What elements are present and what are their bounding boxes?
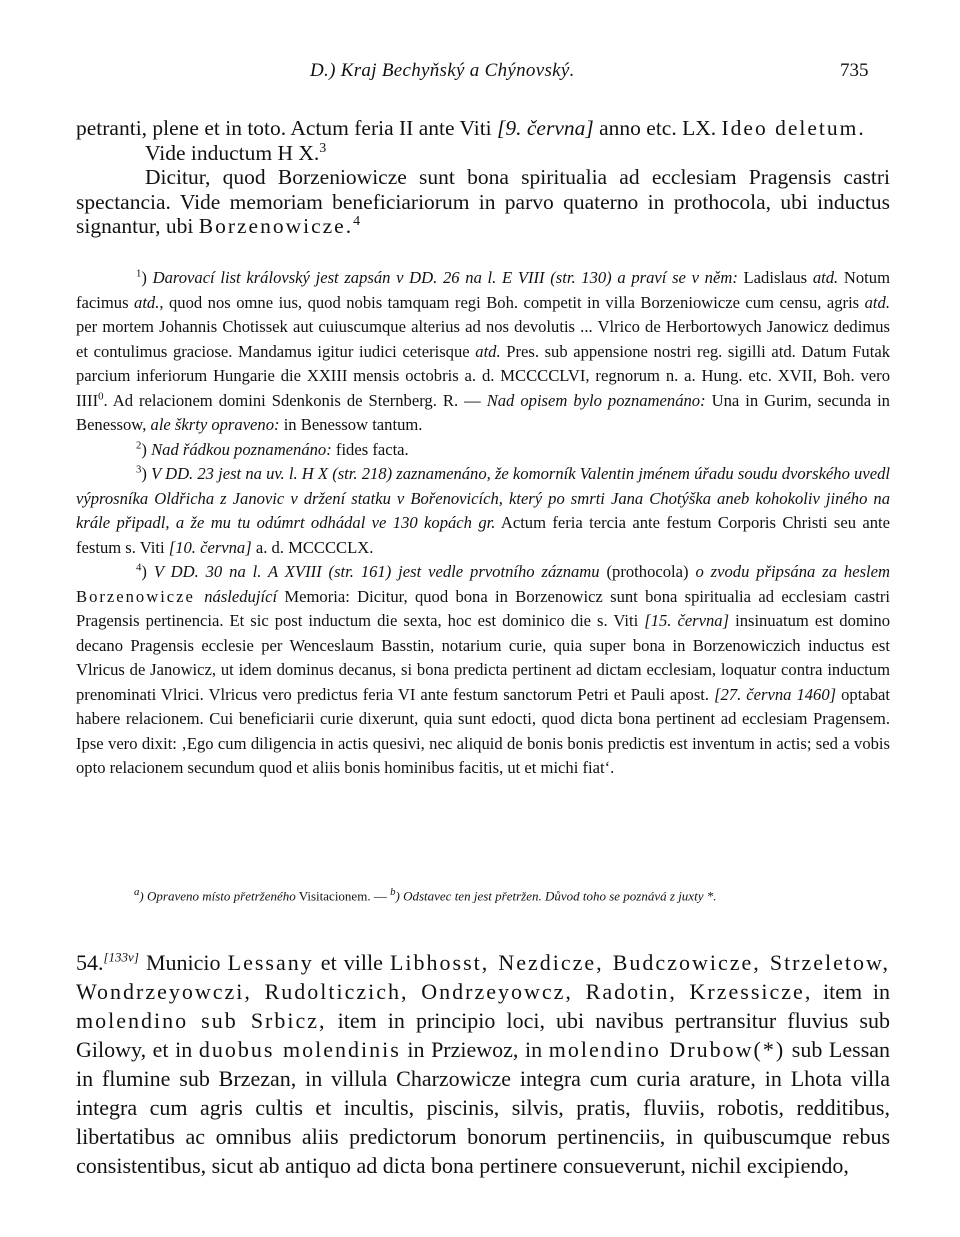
text-run: Darovací list královský jest zapsán v DD. 26 na l. E VIII (str. 130) a praví se v něm: bbox=[152, 268, 738, 287]
text-run: Municio bbox=[138, 950, 228, 975]
text-run: atd. bbox=[864, 292, 890, 312]
text-run: petranti, plene et in toto. Actum feria II ante Viti bbox=[76, 116, 498, 140]
text-run: [27. června 1460] bbox=[714, 684, 837, 704]
text-run: V DD. 23 jest na uv. l. H X (str. 218) zaznamenáno, že komorník Valentin jménem úřadu soudu dvorského uvedl výprosníka Oldřicha z Janovic v držení statku v Bořenovicích, který po smrti Jana Chotýška aneb kohokoliv jiného na krále připadl, a že mu tu odúmrt odhádal ve 130 kopách gr. bbox=[76, 464, 890, 532]
text-run: Nad řádkou poznamenáno: bbox=[151, 439, 332, 459]
text-run: item in bbox=[812, 979, 891, 1004]
footnote-marker: 1 bbox=[136, 267, 142, 280]
text-run: atd. bbox=[134, 292, 160, 312]
spaced-text: duobus molendinis bbox=[198, 1037, 401, 1062]
text-run: item in principio loci, ubi navibus pertransitur fluvius sub Gilowy, et in bbox=[76, 1008, 890, 1062]
text-run: (prothocola) bbox=[599, 562, 696, 581]
note-marker: b bbox=[390, 886, 396, 898]
text-run: Memoria: Dicitur, quod bona in Borzenowicz sunt bona spiritualia ad ecclesiam castri Pragensis pertinencia. Et sic post inductum die sexta, hoc est dominico die s. Viti bbox=[76, 586, 890, 630]
paragraph-2 bbox=[76, 141, 890, 166]
text-run: in Prziewoz, in bbox=[400, 1037, 549, 1062]
text-run: Una in Gurim, secunda in Benessow, bbox=[76, 390, 890, 434]
paragraph-1 bbox=[76, 116, 890, 141]
text-run: anno etc. LX. bbox=[593, 116, 722, 140]
footnote-3: $^3$) V DD. 23 jest na uv. l. H X (str. 218) zaznamenáno, že komorník Valentin jménem úřadu soudu dvorského uvedl výprosníka Oldřicha z Janovic v držení statku v Bořenovicích, který po smrti Jana Chotýška aneb kohokoliv jiného na krále připadl, a že mu tu odúmrt odhádal ve 130 kopách gr. Actum feria tercia ante festum Corporis Christi seu ante festum s. Viti [10. června] a. d. MCCCCLX. bbox=[76, 463, 890, 557]
text-run: Notum facimus bbox=[76, 268, 890, 312]
superscript: 0 bbox=[98, 389, 104, 402]
folio-ref: [133v] bbox=[103, 949, 139, 965]
entry-paragraph bbox=[76, 948, 890, 1180]
footnote-marker: 4 bbox=[136, 561, 142, 574]
text-run: [15. června] bbox=[644, 611, 730, 630]
entry-54 bbox=[76, 948, 890, 1180]
main-text bbox=[76, 116, 890, 239]
text-run: ale škrty opraveno: bbox=[150, 415, 280, 434]
footnote-2: $^2$) Nad řádkou poznamenáno: fides facta. bbox=[136, 438, 409, 459]
text-run: V DD. 30 na l. A XVIII (str. 161) jest vedle prvotního záznamu bbox=[153, 562, 600, 581]
text-run: o zvodu připsána za heslem bbox=[695, 562, 890, 581]
spaced-text: Borzenowicze. bbox=[198, 214, 354, 238]
apparatus-line bbox=[76, 880, 890, 908]
note-marker: a bbox=[134, 886, 140, 898]
footnotes bbox=[76, 266, 890, 781]
text-run: Visitacionem. bbox=[295, 888, 371, 904]
footnote-4: $^4$) V DD. 30 na l. A XVIII (str. 161) jest vedle prvotního záznamu (prothocola) o zvodu připsána za heslem Borzenowicze následující Memoria: Dicitur, quod bona in Borzenowicz sunt bona spiritualia ad ecclesiam castri Pragensis pertinencia. Et sic post inductum die sexta, hoc est dominico die s. Viti [15. června] insinuatum est domino decano Pragensis ecclesie per Wenceslaum Basstin, notarium curie, quia super bona in Borzenowiczich inductus est Vlricus de Janowicz, ut idem dominus decanus, si bona predicta pertinent ad dictam ecclesiam, loquatur contra inductum prenominati Vlrici. Vlricus vero predictus feria VI ante festum sanctorum Petri et Pauli apost. [27. června 1460] optabat habere relacionem. Cui beneficiarii curie dixerunt, quia sunt edocti, quod dicta bona pertinent ad ecclesiam Pragensem. Ipse vero dixit: ‚Ego cum diligencia in actis quesivi, nec aliquid de bonis bonis predictis est inventum in actis; sed a vobis opto relacionem secundum quod et aliis bonis hominibus facitis, ut et michi fiat‘. bbox=[76, 561, 891, 777]
date-annotation: [9. června] bbox=[497, 116, 594, 140]
spaced-text: Lessany bbox=[227, 950, 314, 975]
paragraph-3 bbox=[76, 165, 890, 239]
text-run: . Ad relacionem domini Sdenkonis de Sternberg. R. — bbox=[103, 390, 487, 410]
text-run: et ville bbox=[313, 950, 390, 975]
spaced-text: Ideo deletum. bbox=[721, 116, 866, 140]
text-run: ) Odstavec ten jest přetržen. Důvod toho se poznává z juxty *. bbox=[395, 888, 717, 904]
entry-number: 54. bbox=[76, 950, 104, 975]
text-run: a. d. MCCCCLX. bbox=[251, 537, 374, 557]
text-run: in Benessow tantum. bbox=[279, 415, 423, 434]
footnote-ref: 3 bbox=[319, 140, 327, 156]
spaced-text: Libhosst, Nezdicze, Budczowicze, Strzeletow, Wondrzeyowczi, Rudolticzich, Ondrzeyowcz, Radotin, Krzessicze, bbox=[76, 950, 890, 1004]
text-run: ) Opraveno místo přetrženého bbox=[139, 888, 296, 904]
text-run: sub Lessan in flumine sub Brzezan, in villula Charzowicze integra cum curia arature, in Lhota villa integra cum agris cultis et incultis, piscinis, silvis, pratis, fluviis, robotis, redditibus, libertatibus ac omnibus aliis predictorum bonorum pertinenciis, in quibuscumque rebus consistentibus, sicut ab antiquo ad dicta bona pertinere consueverunt, nichil excipiendo, bbox=[76, 1037, 891, 1178]
footnote-marker: 3 bbox=[136, 463, 142, 476]
header-title: D.) Kraj Bechyňský a Chýnovský. bbox=[310, 60, 575, 81]
apparatus-notes bbox=[76, 880, 890, 908]
text-run: insinuatum est domino decano Pragensis ecclesie per Wenceslaum Basstin, notarium curie, quia super bona in Borzenowiczich inductus est Vlricus de Janowicz, ut idem dominus decanus, si bona predicta pertinent ad dictam ecclesiam, loquatur contra inductum prenominati Vlrici. Vlricus vero predictus feria VI ante festum sanctorum Petri et Pauli apost. bbox=[76, 611, 891, 704]
footnote-1: $^1$) Darovací list královský jest zapsán v DD. 26 na l. E VIII (str. 130) a praví se v něm: Ladislaus atd. Notum facimus atd., quod nos omne ius, quod nobis tamquam regi Boh. competit in villa Borzeniowicze cum censu, agris atd. per mortem Johannis Chotissek aut cuiuscumque alterius ad nos devolutis ... Vlrico de Herbortowych Janowicz dedimus et contulimus graciose. Mandamus igitur iudici ceterisque atd. Pres. sub appensione nostri reg. sigilli atd. Datum Futak parcium inferiorum Hungarie die XXIII mensis octobris a. d. MCCCCLVI, regnorum n. a. Hung. etc. XVII, Boh. vero IIII$^0$. Ad relacionem domini Sdenkonis de Sternberg. R. — Nad opisem bylo poznamenáno: Una in Gurim, secunda in Benessow, ale škrty opraveno: in Benessow tantum. bbox=[76, 267, 890, 434]
spaced-text: Borzenowicze bbox=[76, 586, 205, 606]
running-header bbox=[0, 60, 960, 90]
page-number: 735 bbox=[840, 60, 869, 81]
text-run: Dicitur, quod Borzeniowicze sunt bona spiritualia ad ecclesiam Pragensis castri spectancia. Vide memoriam beneficiariorum in parvo quaterno in prothocola, ubi inductus signantur, ubi bbox=[76, 165, 890, 238]
spaced-text: molendino sub Srbicz, bbox=[76, 1008, 327, 1033]
text-run: fides facta. bbox=[331, 439, 409, 459]
text-run: [10. června] bbox=[168, 537, 252, 557]
text-run: per mortem Johannis Chotissek aut cuiuscumque alterius ad nos devolutis ... Vlrico de Herbortowych Janowicz dedimus et contulimus graciose. Mandamus igitur iudici ceterisque bbox=[76, 317, 890, 361]
text-run: Actum feria tercia ante festum Corporis Christi seu ante festum s. Viti bbox=[76, 513, 890, 557]
text-run: , quod nos omne ius, quod nobis tamquam regi Boh. competit in villa Borzeniowicze cum censu, agris bbox=[159, 292, 865, 312]
text-run: atd. bbox=[812, 268, 839, 287]
footnote-marker: 2 bbox=[136, 438, 142, 451]
text-run: atd. bbox=[475, 341, 501, 361]
spaced-text: molendino Drubow(*) bbox=[548, 1037, 786, 1062]
footnote-ref: 4 bbox=[353, 213, 361, 229]
text-run: Nad opisem bylo poznamenáno: bbox=[486, 390, 706, 410]
text-run: Ladislaus bbox=[737, 268, 813, 287]
text-run: následující bbox=[204, 586, 278, 606]
text-run: Vide inductum H X. bbox=[145, 140, 320, 165]
text-run: — bbox=[370, 888, 391, 904]
text-run: Pres. sub appensione nostri reg. sigilli atd. Datum Futak parcium inferiorum Hungarie die XXIII mensis octobris a. d. MCCCCLVI, regnorum n. a. Hung. etc. XVII, Boh. vero IIII bbox=[76, 341, 890, 410]
text-run: optabat habere relacionem. Cui beneficiarii curie dixerunt, quia sunt edocti, quod dicta bona pertinent ad ecclesiam Pragensem. Ipse vero dixit: ‚Ego cum diligencia in actis quesivi, nec aliquid de bonis bonis predictis est inventum in actis; sed a vobis opto relacionem secundum quod et aliis bonis hominibus facitis, ut et michi fiat‘. bbox=[76, 684, 890, 777]
